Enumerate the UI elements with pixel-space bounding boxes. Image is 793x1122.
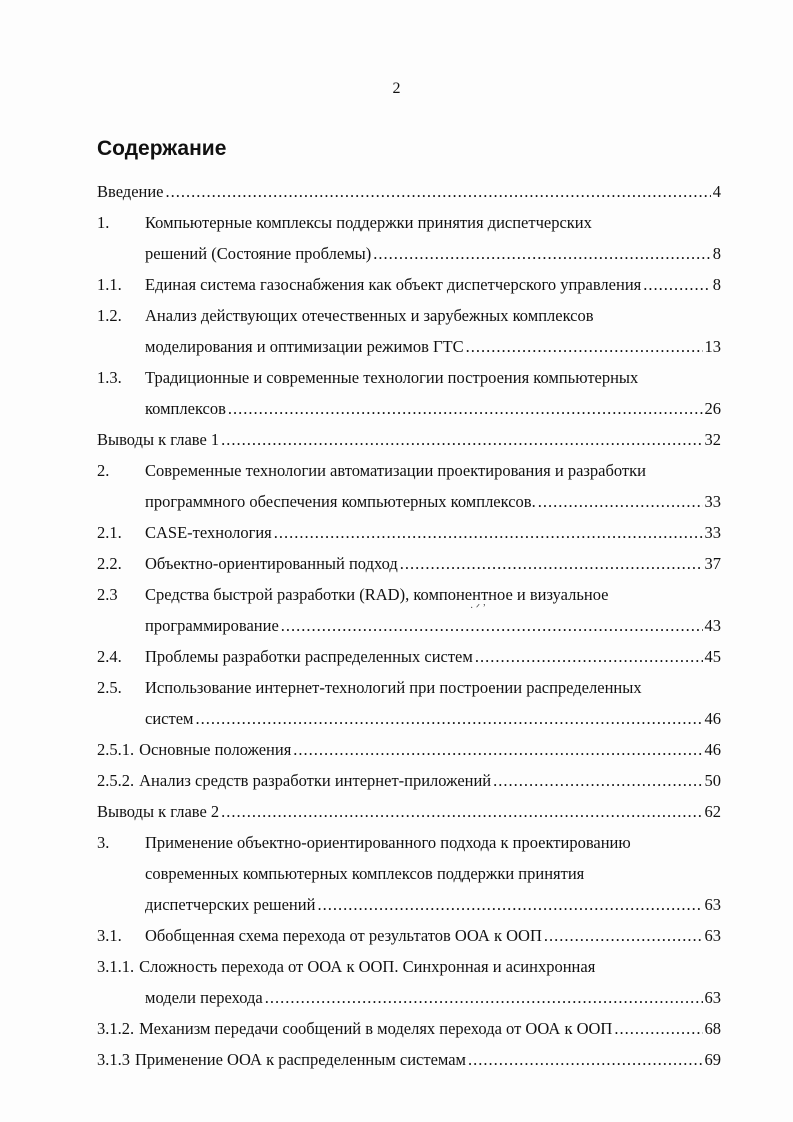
toc-line	[97, 455, 721, 486]
toc-line	[97, 982, 721, 1013]
toc-entry-title: Компьютерные комплексы поддержки принятия диспетчерских	[145, 213, 592, 232]
toc-entry-title: CASE-технология	[145, 523, 272, 542]
toc-page-number: 69	[704, 1050, 721, 1069]
toc-entry-title: модели перехода	[145, 988, 263, 1007]
scan-speck: · ᐟ ʼ	[470, 603, 486, 614]
toc-entry-title: программного обеспечения компьютерных комплексов.	[145, 492, 536, 511]
toc-page-number: 33	[704, 523, 721, 542]
toc-entry-number: 1.2.	[97, 306, 122, 325]
toc-dot-leader	[265, 982, 703, 1013]
toc-dot-leader	[281, 610, 703, 641]
toc-line	[97, 765, 721, 796]
toc-entry-title: программирование	[145, 616, 279, 635]
toc-dot-leader	[221, 796, 702, 827]
toc-dot-leader	[400, 548, 703, 579]
toc-line	[97, 703, 721, 734]
toc-line	[97, 424, 721, 455]
toc-line	[97, 176, 721, 207]
toc-dot-leader	[166, 176, 711, 207]
toc-line	[97, 207, 721, 238]
toc-page-number: 46	[704, 740, 721, 759]
toc-entry-title: Выводы к главе 1	[97, 430, 220, 449]
toc-entry-title: диспетчерских решений	[145, 895, 316, 914]
toc-page-number: 63	[704, 895, 721, 914]
toc-line	[97, 672, 721, 703]
toc-dot-leader	[274, 517, 703, 548]
toc-dot-leader	[643, 269, 711, 300]
page-title: Содержание	[97, 137, 227, 160]
toc-entry-number: 2.1.	[97, 523, 122, 542]
toc-entry-title: моделирования и оптимизации режимов ГТС	[145, 337, 464, 356]
toc-line	[97, 920, 721, 951]
toc-line	[97, 858, 721, 889]
toc-entry-number: 3.	[97, 833, 110, 852]
toc-dot-leader	[466, 331, 703, 362]
toc-line	[97, 734, 721, 765]
toc-entry-title: Применение ООА к распределенным системам	[135, 1050, 466, 1069]
toc-page-number: 45	[704, 647, 721, 666]
toc-page-number: 8	[712, 244, 721, 263]
toc-page-number: 63	[704, 988, 721, 1007]
toc-entry-title: Объектно-ориентированный подход	[145, 554, 398, 573]
toc-dot-leader	[544, 920, 703, 951]
toc-line	[97, 1013, 721, 1044]
toc-page-number: 43	[704, 616, 721, 635]
toc-entry-number: 2.2.	[97, 554, 122, 573]
toc-dot-leader	[293, 734, 702, 765]
toc-line	[97, 238, 721, 269]
toc-entry-number: 1.1.	[97, 275, 122, 294]
toc-dot-leader	[468, 1044, 703, 1075]
toc-line	[97, 889, 721, 920]
toc-line	[97, 951, 721, 982]
toc-entry-title: Механизм передачи сообщений в моделях перехода от ООА к ООП	[139, 1019, 613, 1038]
toc-line	[97, 548, 721, 579]
toc-entry-number: 2.	[97, 461, 110, 480]
toc-entry-title: Выводы к главе 2	[97, 802, 220, 821]
toc-entry-title: Анализ средств разработки интернет-приложений	[139, 771, 492, 790]
toc-line	[97, 362, 721, 393]
toc-dot-leader	[373, 238, 711, 269]
toc-page-number: 68	[704, 1019, 721, 1038]
toc-page-number: 26	[704, 399, 721, 418]
toc-page-number: 33	[704, 492, 721, 511]
toc-page-number: 32	[704, 430, 721, 449]
toc-line	[97, 610, 721, 641]
toc-entry-number: 3.1.1.	[97, 957, 135, 976]
page-number: 2	[392, 80, 401, 97]
toc-dot-leader	[475, 641, 703, 672]
toc-entry-title: Сложность перехода от ООА к ООП. Синхронная и асинхронная	[139, 957, 596, 976]
toc-line	[97, 641, 721, 672]
toc-entry-number: 3.1.	[97, 926, 122, 945]
toc-entry-title: Введение	[97, 182, 164, 201]
toc-line	[97, 579, 721, 610]
toc-entry-title: систем	[145, 709, 194, 728]
toc-entry-title: Традиционные и современные технологии построения компьютерных	[145, 368, 639, 387]
toc-entry-number: 1.3.	[97, 368, 122, 387]
toc-entry-number: 3.1.2.	[97, 1019, 135, 1038]
toc-entry-number: 2.5.1.	[97, 740, 135, 759]
toc-entry-title: Проблемы разработки распределенных систем	[145, 647, 473, 666]
toc-line	[97, 331, 721, 362]
toc-entry-number: 2.3	[97, 585, 118, 604]
toc-dot-leader	[493, 765, 702, 796]
toc-page-number: 63	[704, 926, 721, 945]
toc-entry-title: Современные технологии автоматизации проектирования и разработки	[145, 461, 646, 480]
toc-line	[97, 517, 721, 548]
toc-entry-title: Анализ действующих отечественных и зарубежных комплексов	[145, 306, 594, 325]
toc-page-number: 46	[704, 709, 721, 728]
toc-page-number: 50	[704, 771, 721, 790]
toc-entry-title: Средства быстрой разработки (RAD), компонентное и визуальное	[145, 585, 609, 604]
toc-dot-leader	[614, 1013, 702, 1044]
toc-entry-title: современных компьютерных комплексов поддержки принятия	[145, 864, 585, 883]
toc-entry-title: Основные положения	[139, 740, 292, 759]
toc-dot-leader	[195, 703, 702, 734]
toc-entry-title: Использование интернет-технологий при построении распределенных	[145, 678, 642, 697]
toc-line	[97, 486, 721, 517]
toc-dot-leader	[317, 889, 702, 920]
toc-line	[97, 269, 721, 300]
toc-entry-number: 1.	[97, 213, 110, 232]
toc-entry-number: 2.5.2.	[97, 771, 135, 790]
toc-line	[97, 393, 721, 424]
toc-entry-title: Единая система газоснабжения как объект диспетчерского управления	[145, 275, 642, 294]
toc-entry-number: 2.4.	[97, 647, 122, 666]
toc-line	[97, 300, 721, 331]
toc-page-number: 4	[712, 182, 721, 201]
toc-dot-leader	[538, 486, 703, 517]
toc-line	[97, 827, 721, 858]
toc-entry-title: Обобщенная схема перехода от результатов ООА к ООП	[145, 926, 542, 945]
toc-page-number: 13	[704, 337, 721, 356]
toc-page-number: 37	[704, 554, 721, 573]
toc-entry-number: 2.5.	[97, 678, 122, 697]
toc-line	[97, 1044, 721, 1075]
toc-line	[97, 796, 721, 827]
toc-dot-leader	[228, 393, 703, 424]
table-of-contents	[97, 176, 721, 1075]
toc-dot-leader	[221, 424, 702, 455]
toc-entry-title: комплексов	[145, 399, 226, 418]
toc-entry-number: 3.1.3	[97, 1050, 130, 1069]
toc-page-number: 8	[712, 275, 721, 294]
toc-entry-title: решений (Состояние проблемы)	[145, 244, 372, 263]
toc-page-number: 62	[704, 802, 721, 821]
toc-entry-title: Применение объектно-ориентированного подхода к проектированию	[145, 833, 631, 852]
